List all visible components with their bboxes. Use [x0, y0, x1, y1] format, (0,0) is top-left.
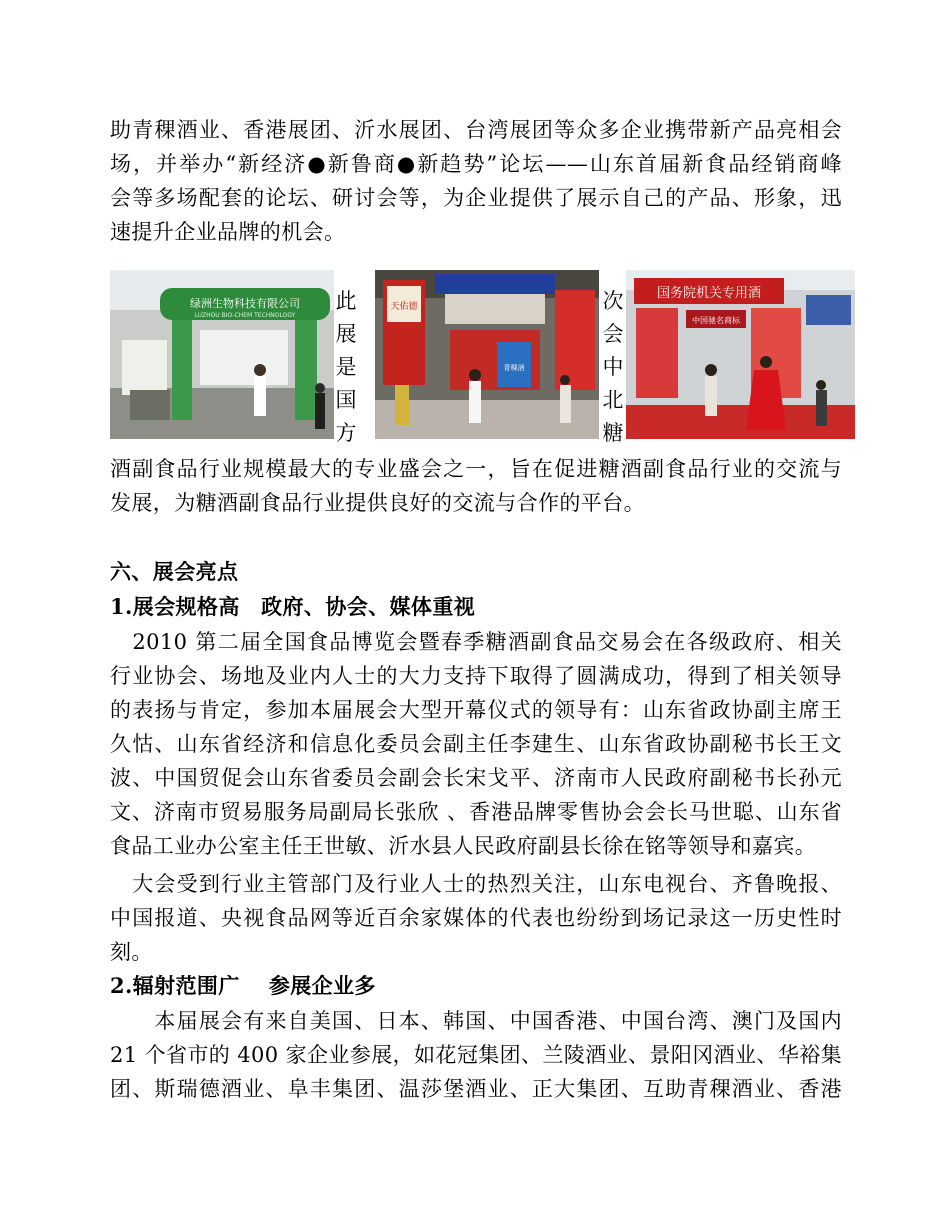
text-line: 团、斯瑞德酒业、阜丰集团、温莎堡酒业、正大集团、互助青稞酒业、香港	[110, 1077, 842, 1101]
text-line: 会等多场配套的论坛、研讨会等，为企业提供了展示自己的产品、形象，迅	[110, 186, 842, 210]
booth-sign-subtext: 青稞酒	[503, 364, 525, 372]
vertical-char: 北	[602, 388, 624, 412]
vertical-char: 展	[335, 322, 357, 346]
booth-sign-text: 天佑德	[390, 302, 418, 312]
text-line: 2010 第二届全国食品博览会暨春季糖酒副食品交易会在各级政府、相关	[110, 630, 842, 654]
vertical-char: 国	[335, 388, 357, 412]
text-line: 刻。	[110, 940, 153, 964]
vertical-char: 会	[602, 322, 624, 346]
text-line: 中国报道、央视食品网等近百余家媒体的代表也纷纷到场记录这一历史性时	[110, 906, 842, 930]
booth-sign-text: 绿洲生物科技有限公司	[190, 297, 300, 310]
text-line: 助青稞酒业、香港展团、沂水展团、台湾展团等众多企业携带新产品亮相会	[110, 118, 842, 142]
booth-sign-subtext: 中国驰名商标	[692, 316, 740, 325]
text-line: 波、中国贸促会山东省委员会副会长宋戈平、济南市人民政府副秘书长孙元	[110, 766, 842, 790]
text-line: 文、济南市贸易服务局副局长张欣 、香港品牌零售协会会长马世聪、山东省	[110, 800, 842, 824]
subsection-heading: 1.展会规格高 政府、协会、媒体重视	[110, 594, 476, 619]
text-line: 场，并举办“新经济●新鲁商●新趋势”论坛——山东首届新食品经销商峰	[110, 152, 842, 176]
booth-sign-subtext: LUZHOU BIO-CHEM TECHNOLOGY	[194, 312, 296, 319]
exhibition-photo-3	[626, 270, 855, 439]
text-line: 的表扬与肯定，参加本届展会大型开幕仪式的领导有：山东省政协副主席王	[110, 698, 842, 722]
vertical-char: 此	[335, 289, 357, 313]
text-line: 本届展会有来自美国、日本、韩国、中国香港、中国台湾、澳门及国内	[110, 1009, 842, 1033]
subsection-heading: 2.辐射范围广 参展企业多	[110, 973, 376, 998]
booth-sign-text: 国务院机关专用酒	[656, 286, 762, 301]
text-line: 发展，为糖酒副食品行业提供良好的交流与合作的平台。	[110, 491, 645, 515]
text-line: 21 个省市的 400 家企业参展，如花冠集团、兰陵酒业、景阳冈酒业、华裕集	[110, 1043, 842, 1067]
vertical-char: 方	[335, 421, 357, 445]
vertical-char: 中	[602, 355, 624, 379]
vertical-char: 糖	[602, 421, 624, 445]
text-line: 行业协会、场地及业内人士的大力支持下取得了圆满成功，得到了相关领导	[110, 664, 842, 688]
text-line: 大会受到行业主管部门及行业人士的热烈关注，山东电视台、齐鲁晚报、	[110, 872, 842, 896]
text-line: 食品工业办公室主任王世敏、沂水县人民政府副县长徐在铭等领导和嘉宾。	[110, 834, 817, 858]
text-line: 久怙、山东省经济和信息化委员会副主任李建生、山东省政协副秘书长王文	[110, 732, 842, 756]
text-line: 酒副食品行业规模最大的专业盛会之一，旨在促进糖酒副食品行业的交流与	[110, 457, 842, 481]
vertical-char: 是	[335, 355, 357, 379]
exhibition-photo-2	[375, 270, 599, 439]
vertical-char: 次	[602, 289, 624, 313]
section-heading: 六、展会亮点	[110, 559, 239, 584]
exhibition-photo-1	[110, 270, 334, 439]
text-line: 速提升企业品牌的机会。	[110, 220, 346, 244]
